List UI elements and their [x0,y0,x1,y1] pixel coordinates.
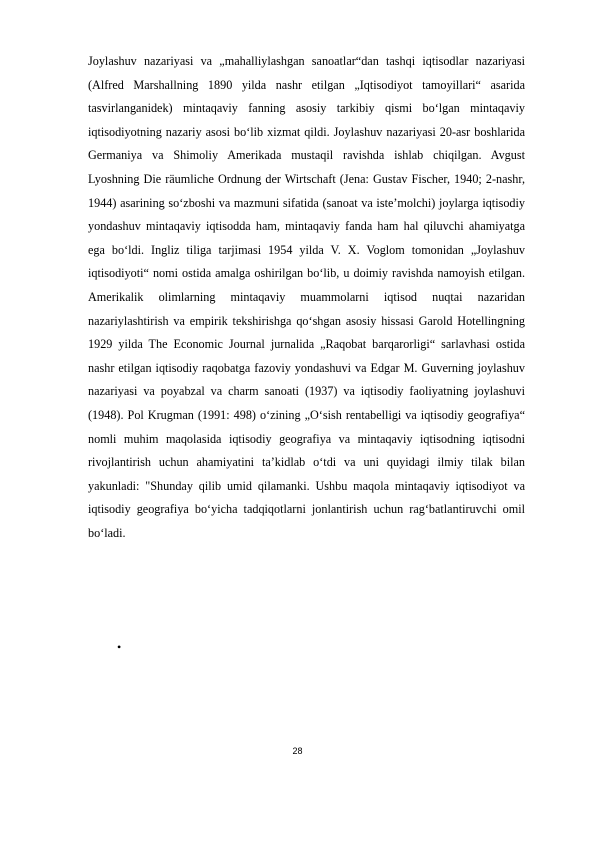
body-paragraph: Joylashuv nazariyasi va „mahalliylashgan sanoatlar“dan tashqi iqtisodlar nazariyasi (Alfred Marshallning 1890 yilda nashr etilgan „Iqtisodiyot tamoyillari“ asarida tasvirlanganidek) mintaqaviy fanning asosiy tarkibiy qismi bo‘lgan mintaqaviy iqtisodiyotning nazariy asosi bo‘lib xizmat qildi. Joylashuv nazariyasi 20-asr boshlarida Germaniya va Shimoliy Amerikada mustaqil ravishda ishlab chiqilgan. Avgust Lyoshning Die räumliche Ordnung der Wirtschaft (Jena: Gustav Fischer, 1940; 2-nashr, 1944) asarining so‘zboshi va mazmuni sifatida (sanoat va iste’molchi) joylarga iqtisodiy yondashuv mintaqaviy iqtisodda ham, mintaqaviy fanda ham hal qiluvchi ahamiyatga ega bo‘ldi. Ingliz tiliga tarjimasi 1954 yilda V. X. Voglom tomonidan „Joylashuv iqtisodiyoti“ nomi ostida amalga oshirilgan bo‘lib, u doimiy ravishda namoyish etilgan. Amerikalik olimlarning mintaqaviy muammolarni iqtisod nuqtai nazaridan nazariylashtirish va empirik tekshirishga qo‘shgan asosiy hissasi Garold Hotellingning 1929 yilda The Economic Journal jurnalida „Raqobat barqarorligi“ sarlavhasi ostida nashr etilgan iqtisodiy raqobatga fazoviy yondashuvi va Edgar M. Guverning joylashuv nazariyasi va poyabzal va charm sanoati (1937) va iqtisodiy faoliyatning joylashuvi (1948). Pol Krugman (1991: 498) o‘zining „O‘sish rentabelligi va iqtisodiy geografiya“ nomli muhim maqolasida iqtisodiy geografiya va mintaqaviy iqtisodning iqtisodni rivojlantirish uchun ahamiyatini ta’kidlab o‘tdi va uni quyidagi ilmiy tilak bilan yakunladi: "Shunday qilib umid qilamanki. Ushbu maqola mintaqaviy iqtisodiyot va iqtisodiy geografiya bo‘yicha tadqiqotlarni jonlantirish uchun rag‘batlantiruvchi omil bo‘ladi. [88,54,525,540]
empty-bullet-item: • [117,640,122,654]
page-number: 28 [292,746,303,756]
